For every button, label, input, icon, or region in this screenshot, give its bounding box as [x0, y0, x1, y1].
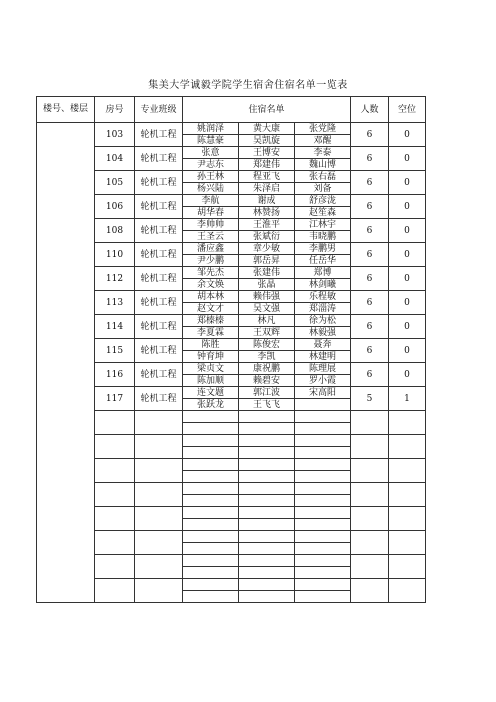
resident-name: [295, 495, 351, 507]
resident-name: [239, 507, 295, 519]
resident-name: 程亚飞: [239, 171, 295, 183]
room-cell: [95, 483, 135, 507]
resident-name: 赵笙森: [295, 207, 351, 219]
resident-name: 李泰: [295, 147, 351, 159]
resident-name: 聂奔: [295, 339, 351, 351]
resident-name: 林建明: [295, 351, 351, 363]
vacancy-cell: [389, 507, 426, 531]
resident-name: 邓醒: [295, 135, 351, 147]
room-cell: [95, 531, 135, 555]
vacancy-cell: 0: [389, 339, 426, 363]
resident-name: [295, 447, 351, 459]
major-cell: 轮机工程: [135, 147, 183, 171]
major-cell: 轮机工程: [135, 123, 183, 147]
resident-name: [183, 555, 239, 567]
resident-name: [295, 399, 351, 411]
resident-name: 郑建伟: [239, 159, 295, 171]
resident-name: [183, 543, 239, 555]
count-cell: 6: [351, 147, 389, 171]
count-cell: [351, 507, 389, 531]
room-cell: 112: [95, 267, 135, 291]
resident-name: [239, 555, 295, 567]
major-cell: 轮机工程: [135, 195, 183, 219]
blank-row: [37, 459, 426, 471]
resident-name: 王淮平: [239, 219, 295, 231]
table-row: [37, 171, 426, 183]
major-cell: [135, 507, 183, 531]
vacancy-cell: 0: [389, 315, 426, 339]
resident-name: [295, 435, 351, 447]
resident-name: 陈俊宏: [239, 339, 295, 351]
vacancy-cell: 0: [389, 363, 426, 387]
resident-name: [295, 543, 351, 555]
resident-name: 谢成: [239, 195, 295, 207]
page-title: 集美大学诚毅学院学生宿舍住宿名单一览表: [148, 80, 348, 91]
resident-name: [295, 519, 351, 531]
count-cell: 6: [351, 195, 389, 219]
resident-name: 康祝鹏: [239, 363, 295, 375]
count-cell: 6: [351, 219, 389, 243]
major-cell: [135, 531, 183, 555]
header-count: 人数: [351, 97, 389, 123]
resident-name: 林赞扬: [239, 207, 295, 219]
resident-name: [239, 423, 295, 435]
header-major: 专业班级: [135, 97, 183, 123]
vacancy-cell: [389, 435, 426, 459]
blank-row: [37, 483, 426, 495]
resident-name: [295, 459, 351, 471]
resident-name: [239, 459, 295, 471]
resident-name: 陈慧豪: [183, 135, 239, 147]
major-cell: 轮机工程: [135, 363, 183, 387]
resident-name: 张建伟: [239, 267, 295, 279]
count-cell: [351, 531, 389, 555]
resident-name: 张斌衍: [239, 231, 295, 243]
room-cell: [95, 435, 135, 459]
resident-name: 罗小霞: [295, 375, 351, 387]
table-row: [37, 219, 426, 231]
resident-name: [239, 411, 295, 423]
room-cell: 103: [95, 123, 135, 147]
count-cell: 6: [351, 339, 389, 363]
resident-name: 李航: [183, 195, 239, 207]
resident-name: [295, 483, 351, 495]
major-cell: 轮机工程: [135, 315, 183, 339]
count-cell: 6: [351, 243, 389, 267]
room-cell: [95, 579, 135, 603]
resident-name: 杨兴陆: [183, 183, 239, 195]
vacancy-cell: 0: [389, 195, 426, 219]
resident-name: 梁贞文: [183, 363, 239, 375]
resident-name: [183, 483, 239, 495]
resident-name: 林毅强: [295, 327, 351, 339]
resident-name: 姚润泽: [183, 123, 239, 135]
header-vacancy: 空位: [389, 97, 426, 123]
count-cell: [351, 459, 389, 483]
resident-name: 赵文才: [183, 303, 239, 315]
major-cell: [135, 579, 183, 603]
resident-name: 邹先杰: [183, 267, 239, 279]
resident-name: [295, 507, 351, 519]
roster-body: [37, 123, 426, 603]
resident-name: 赖伟强: [239, 291, 295, 303]
room-cell: 110: [95, 243, 135, 267]
resident-name: 张党隆: [295, 123, 351, 135]
resident-name: 韦晓鹏: [295, 231, 351, 243]
resident-name: [239, 483, 295, 495]
major-cell: 轮机工程: [135, 267, 183, 291]
table-row: [37, 123, 426, 135]
room-cell: 108: [95, 219, 135, 243]
resident-name: 尹少鹏: [183, 255, 239, 267]
resident-name: [183, 507, 239, 519]
room-cell: 115: [95, 339, 135, 363]
count-cell: [351, 411, 389, 435]
table-row: [37, 315, 426, 327]
resident-name: [295, 531, 351, 543]
resident-name: 王圣云: [183, 231, 239, 243]
resident-name: [183, 435, 239, 447]
resident-name: [183, 591, 239, 603]
resident-name: 陈理展: [295, 363, 351, 375]
room-cell: 105: [95, 171, 135, 195]
vacancy-cell: 0: [389, 267, 426, 291]
resident-name: [295, 555, 351, 567]
vacancy-cell: [389, 579, 426, 603]
count-cell: [351, 555, 389, 579]
major-cell: [135, 555, 183, 579]
resident-name: [295, 579, 351, 591]
blank-row: [37, 411, 426, 423]
vacancy-cell: 0: [389, 219, 426, 243]
resident-name: 徐为松: [295, 315, 351, 327]
table-row: [37, 195, 426, 207]
resident-name: 胡本林: [183, 291, 239, 303]
vacancy-cell: 0: [389, 291, 426, 315]
vacancy-cell: [389, 483, 426, 507]
room-cell: 116: [95, 363, 135, 387]
resident-name: 乐程敏: [295, 291, 351, 303]
resident-name: 章少敏: [239, 243, 295, 255]
resident-name: 李帅帅: [183, 219, 239, 231]
vacancy-cell: [389, 555, 426, 579]
building-cell: [37, 123, 95, 603]
resident-name: [183, 579, 239, 591]
resident-name: 王博安: [239, 147, 295, 159]
resident-name: 李夏霖: [183, 327, 239, 339]
room-cell: 106: [95, 195, 135, 219]
resident-name: [295, 471, 351, 483]
room-cell: 104: [95, 147, 135, 171]
vacancy-cell: 0: [389, 171, 426, 195]
count-cell: [351, 435, 389, 459]
vacancy-cell: [389, 411, 426, 435]
table-row: [37, 243, 426, 255]
resident-name: 孙王林: [183, 171, 239, 183]
resident-name: 郭江波: [239, 387, 295, 399]
resident-name: 张晶: [239, 279, 295, 291]
count-cell: 6: [351, 291, 389, 315]
room-cell: [95, 411, 135, 435]
count-cell: [351, 579, 389, 603]
resident-name: 李凯: [239, 351, 295, 363]
resident-name: [239, 543, 295, 555]
resident-name: [239, 531, 295, 543]
resident-name: [239, 579, 295, 591]
resident-name: 吴凯旋: [239, 135, 295, 147]
resident-name: 郭岳昇: [239, 255, 295, 267]
major-cell: 轮机工程: [135, 291, 183, 315]
table-row: [37, 147, 426, 159]
resident-name: [239, 519, 295, 531]
count-cell: 6: [351, 123, 389, 147]
blank-row: [37, 531, 426, 543]
blank-row: [37, 435, 426, 447]
resident-name: [239, 471, 295, 483]
resident-name: 陈胜: [183, 339, 239, 351]
room-cell: [95, 507, 135, 531]
resident-name: [239, 567, 295, 579]
resident-name: 宋高阳: [295, 387, 351, 399]
room-cell: [95, 555, 135, 579]
table-row: [37, 387, 426, 399]
table-row: [37, 267, 426, 279]
blank-row: [37, 507, 426, 519]
resident-name: [183, 519, 239, 531]
vacancy-cell: 0: [389, 243, 426, 267]
resident-name: 连文题: [183, 387, 239, 399]
vacancy-cell: [389, 459, 426, 483]
vacancy-cell: [389, 531, 426, 555]
count-cell: 6: [351, 363, 389, 387]
resident-name: 李鹏男: [295, 243, 351, 255]
resident-name: 张意: [183, 147, 239, 159]
header-names: 住宿名单: [183, 97, 351, 123]
resident-name: 魏山博: [295, 159, 351, 171]
resident-name: 郑榛榛: [183, 315, 239, 327]
resident-name: 舒彦泷: [295, 195, 351, 207]
resident-name: [295, 411, 351, 423]
resident-name: [295, 567, 351, 579]
resident-name: [183, 423, 239, 435]
table-row: [37, 363, 426, 375]
major-cell: 轮机工程: [135, 339, 183, 363]
major-cell: 轮机工程: [135, 219, 183, 243]
resident-name: 张右磊: [295, 171, 351, 183]
resident-name: [239, 495, 295, 507]
count-cell: 6: [351, 171, 389, 195]
resident-name: [295, 591, 351, 603]
major-cell: 轮机工程: [135, 171, 183, 195]
count-cell: 5: [351, 387, 389, 411]
room-cell: 114: [95, 315, 135, 339]
resident-name: 张跃龙: [183, 399, 239, 411]
major-cell: 轮机工程: [135, 387, 183, 411]
table-row: [37, 291, 426, 303]
major-cell: [135, 459, 183, 483]
resident-name: 尹志东: [183, 159, 239, 171]
resident-name: 郑博: [295, 267, 351, 279]
blank-row: [37, 555, 426, 567]
resident-name: [183, 531, 239, 543]
blank-row: [37, 579, 426, 591]
resident-name: 任岳华: [295, 255, 351, 267]
resident-name: 林剑曦: [295, 279, 351, 291]
resident-name: 江林宇: [295, 219, 351, 231]
resident-name: 胡华春: [183, 207, 239, 219]
count-cell: 6: [351, 315, 389, 339]
major-cell: [135, 435, 183, 459]
room-cell: [95, 459, 135, 483]
resident-name: [183, 495, 239, 507]
header-building: 楼号、楼层: [37, 97, 95, 123]
major-cell: [135, 483, 183, 507]
count-cell: 6: [351, 267, 389, 291]
room-cell: 113: [95, 291, 135, 315]
resident-name: 王双辉: [239, 327, 295, 339]
resident-name: 赖碧安: [239, 375, 295, 387]
resident-name: 郑淄涛: [295, 303, 351, 315]
major-cell: [135, 411, 183, 435]
resident-name: 潘应鑫: [183, 243, 239, 255]
resident-name: [239, 435, 295, 447]
count-cell: [351, 483, 389, 507]
resident-name: [239, 447, 295, 459]
resident-name: [183, 447, 239, 459]
resident-name: [183, 567, 239, 579]
resident-name: 林凡: [239, 315, 295, 327]
resident-name: [239, 591, 295, 603]
vacancy-cell: 1: [389, 387, 426, 411]
resident-name: 余文焕: [183, 279, 239, 291]
resident-name: 朱泽启: [239, 183, 295, 195]
resident-name: [183, 471, 239, 483]
resident-name: 陈加顺: [183, 375, 239, 387]
header-room: 房号: [95, 97, 135, 123]
resident-name: 吴文强: [239, 303, 295, 315]
resident-name: [183, 459, 239, 471]
resident-name: 王飞飞: [239, 399, 295, 411]
resident-name: [183, 411, 239, 423]
room-cell: 117: [95, 387, 135, 411]
resident-name: 钟育坤: [183, 351, 239, 363]
major-cell: 轮机工程: [135, 243, 183, 267]
dormitory-roster-table: [36, 96, 426, 603]
resident-name: [295, 423, 351, 435]
table-row: [37, 339, 426, 351]
vacancy-cell: 0: [389, 147, 426, 171]
resident-name: 刘备: [295, 183, 351, 195]
resident-name: 黄大康: [239, 123, 295, 135]
vacancy-cell: 0: [389, 123, 426, 147]
